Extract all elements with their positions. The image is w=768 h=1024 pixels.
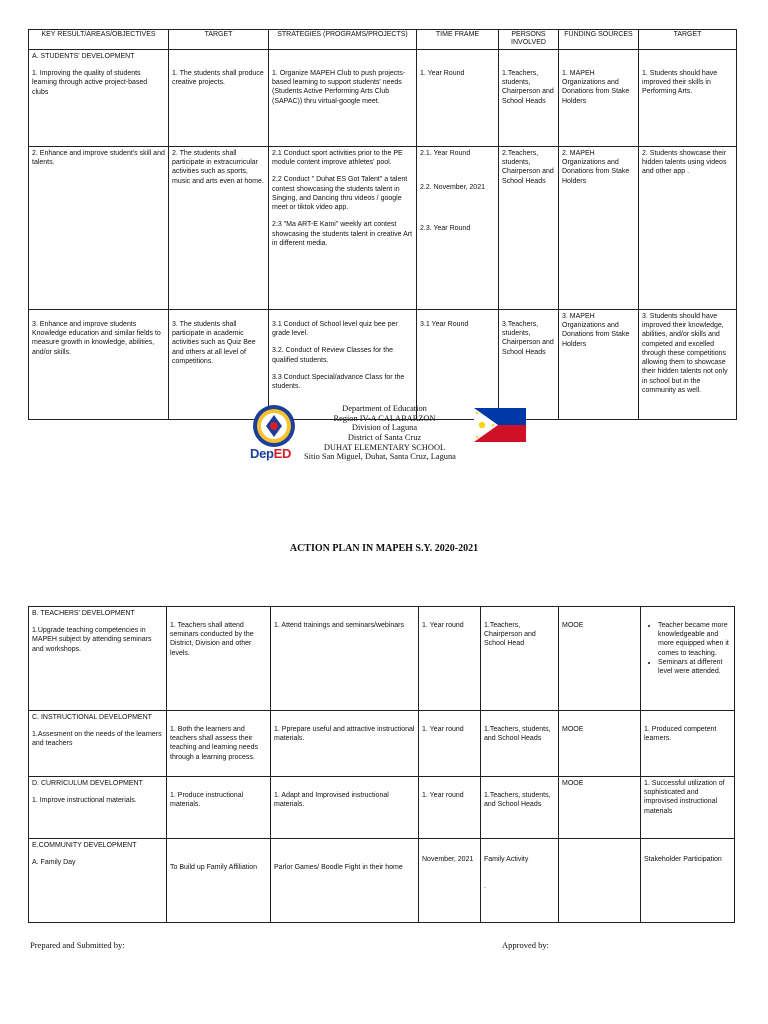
target2-cell [641,839,735,923]
section-heading: A. STUDENTS' DEVELOPMENT [32,53,135,60]
target2-text: Stakeholder Participation [644,856,722,863]
target2-cell [641,607,735,711]
target-text: 1. Both the learners and teachers shall assess their teaching and learning needs through a learning process. [170,726,258,761]
time-frame-text: 3.1 Year Round [420,321,469,328]
strategy-text: 3.3 Conduct Special/advance Class for the students. [272,373,405,391]
time-frame-text: 2.1. Year Round [420,150,471,157]
target2-list [644,621,731,676]
strategy-text: 3.1 Conduct of School level quiz bee per grade level. [272,321,398,338]
persons-cell [499,147,559,310]
strategy-text: 1. Organize MAPEH Club to push projects-based learning to support students' needs (Students Active Performing Arts Club (SAPAC)) thru virtual-google meet. [272,70,406,105]
letterhead-address: Sitio San Miguel, Duhat, Santa Cruz, Laguna [304,452,456,462]
target-cell [167,839,271,923]
time-frame-text: 1. Year round [422,726,464,733]
objective-cell [29,839,167,923]
agency-letterhead [292,404,477,462]
strategy-text: 1. Pprepare useful and attractive instructional materials. [274,726,415,743]
funding-text: MOOE [562,780,584,787]
persons-cell [481,607,559,711]
target2-text: 3. Students should have improved their knowledge, abilities, and/or skills and competed and excelled through these competitions allowing them to showcase their hidden talents not only in school but in the community as well. [642,313,728,394]
target2-cell [639,147,737,310]
objective-text: A. Family Day [32,859,76,867]
table-row [29,147,737,310]
target2-cell [639,50,737,147]
objective-text: 1.Assesment on the needs of the learners and teachers [32,731,162,748]
target-text: 1. Teachers shall attend seminars conducted by the District, Division and other levels. [170,622,254,657]
strategy-text: 1. Attend trainings and seminars/webinars [274,622,404,629]
persons-text: 3.Teachers, students, Chairperson and School Heads [502,321,554,356]
target-cell [169,50,269,147]
letterhead-department: Department of Education [342,404,427,413]
time-frame-cell [417,310,499,420]
persons-cell [481,777,559,839]
time-frame-cell [417,147,499,310]
list-item: • Seminars at different level were attended. [658,658,731,676]
target-cell [167,607,271,711]
target-cell [167,711,271,777]
target-cell [169,147,269,310]
letterhead-region: Region IV-A CALABARZON [333,413,436,423]
list-item: • Teacher became more knowledgeable and more equipped when it comes to teaching. [658,621,731,658]
funding-text: MOOE [562,726,584,733]
strategy-text: 2.2 Conduct " Duhat ES Got Talent" a talent contest showcasing the students talent in Singing, and Dancing thru videos / google meet or tiktok video app. [272,176,408,212]
target2-text: 1. Successful utilization of sophisticated and improvised instructional materials [644,780,725,815]
deped-logo [250,446,291,461]
section-heading: E.COMMUNITY DEVELOPMENT [32,842,137,849]
target2-cell [639,310,737,420]
time-frame-cell [419,607,481,711]
action-plan-table-development [28,606,735,923]
deped-seal-icon [252,404,296,448]
persons-cell [481,839,559,923]
target-text: To Build up Family Affiliation [170,864,258,871]
deped-logo-ed: ED [273,446,292,461]
target-text: 3. The students shall participate in academic activities such as Quiz Bee and others at all level of competitions. [172,321,256,365]
strategy-cell [271,777,419,839]
section-heading: B. TEACHERS' DEVELOPMENT [32,610,135,617]
objective-cell [29,777,167,839]
target-text: 1. The students shall produce creative projects. [172,70,264,87]
prepared-by-label: Prepared and Submitted by: [30,940,125,950]
page-title: ACTION PLAN IN MAPEH S.Y. 2020-2021 [289,543,479,554]
funding-cell [559,147,639,310]
col-header-target-2: TARGET [639,30,737,50]
strategy-cell [269,147,417,310]
persons-cell [499,50,559,147]
deped-logo-dep: Dep [250,446,274,461]
time-frame-text: 1. Year round [422,792,464,799]
strategy-text: 1. Adapt and Improvised instructional materials. [274,792,389,809]
objective-text: 1. Improve instructional materials. [32,797,137,805]
strategy-cell [271,711,419,777]
objective-text: 1. Improving the quality of students learning through active project-based clubs [32,70,148,96]
objective-cell [29,711,167,777]
funding-cell [559,310,639,420]
letterhead-division: Division of Laguna [351,423,418,433]
objective-cell [29,50,169,147]
objective-text: 1.Upgrade teaching competencies in MAPEH subject by attending seminars and workshops. [32,627,152,653]
persons-text: 1.Teachers, students, and School Heads [484,726,551,743]
target-text: 1. Produce instructional materials. [170,792,244,809]
col-header-persons: PERSONS INVOLVED [499,30,559,50]
funding-text: 2. MAPEH Organizations and Donations from Stake Holders [562,150,630,185]
target2-text: 2. Students showcase their hidden talents using videos and other app . [642,150,727,176]
objective-cell [29,310,169,420]
strategy-text: 3.2. Conduct of Review Classes for the qualified students. [272,347,394,364]
col-header-funding: FUNDING SOURCES [559,30,639,50]
time-frame-text: November, 2021 [422,856,474,863]
time-frame-text: 2.2. November, 2021 [420,184,485,192]
objective-cell [29,607,167,711]
target-cell [169,310,269,420]
strategy-text: Parlor Games/ Boodle Fight in their home [274,864,403,871]
time-frame-text: 2.3. Year Round [420,225,471,233]
table-row [29,607,735,711]
col-header-target: TARGET [169,30,269,50]
persons-text: 1.Teachers, students, Chairperson and School Heads [502,70,554,105]
strategy-text: 2.1 Conduct sport activities prior to the PE module content improve athletes' pool. [272,150,403,167]
time-frame-cell [419,777,481,839]
funding-cell [559,777,641,839]
target-text: 2. The students shall participate in extracurricular activities such as sports, music and arts even at home. [172,150,264,185]
persons-cell [481,711,559,777]
funding-text: 1. MAPEH Organizations and Donations from Stake Holders [562,70,630,105]
strategy-cell [269,50,417,147]
persons-cell [499,310,559,420]
time-frame-text: 1. Year round [422,622,464,629]
persons-text: 1.Teachers, Chairperson and School Head [484,622,536,648]
approved-by-label: Approved by: [502,940,549,950]
funding-cell [559,711,641,777]
table-header-row [29,30,737,50]
strategy-cell [271,607,419,711]
target-cell [167,777,271,839]
time-frame-text: 1. Year Round [420,70,465,77]
col-header-time-frame: TIME FRAME [417,30,499,50]
col-header-objectives: KEY RESULT/AREAS/OBJECTIVES [29,30,169,50]
letterhead-school: DUHAT ELEMENTARY SCHOOL [323,442,446,452]
table-row [29,50,737,147]
funding-text: 3. MAPEH Organizations and Donations from Stake Holders [562,313,630,348]
col-header-strategies: STRATEGIES (PROGRAMS/PROJECTS) [269,30,417,50]
strategy-cell [271,839,419,923]
objective-cell [29,147,169,310]
persons-text: Family Activity [484,856,529,863]
persons-extra-text: . [484,883,486,891]
section-heading: D. CURRICULUM DEVELOPMENT [32,780,143,787]
strategy-text: 2.3 "Ma ART-E Kami" weekly art contest showcasing the students talent in creative Art in different media. [272,221,413,247]
target2-text: 1. Students should have improved their skills in Performing Arts. [642,70,718,96]
action-plan-table-students [28,29,737,420]
letterhead-district: District of Santa Cruz [347,432,422,442]
time-frame-cell [419,711,481,777]
philippine-flag-icon [474,408,526,442]
table-row [29,839,735,923]
strategy-cell [269,310,417,420]
objective-text: 2. Enhance and improve student's skill and talents. [32,150,165,167]
persons-text: 1.Teachers, students, and School Heads [484,792,551,809]
objective-text: 3. Enhance and improve students Knowledge education and similar fields to measure growth in knowledge, abilities, and/or skills. [32,321,161,356]
funding-cell [559,839,641,923]
funding-text: MOOE [562,622,584,629]
persons-text: 2.Teachers, students, Chairperson and School Heads [502,150,554,185]
section-heading: C. INSTRUCTIONAL DEVELOPMENT [32,714,152,721]
funding-cell [559,50,639,147]
table-row [29,310,737,420]
target2-cell [641,711,735,777]
target2-cell [641,777,735,839]
target2-text: 1. Produced competent learners. [644,726,717,743]
table-row [29,711,735,777]
time-frame-cell [419,839,481,923]
table-row [29,777,735,839]
time-frame-cell [417,50,499,147]
funding-cell [559,607,641,711]
